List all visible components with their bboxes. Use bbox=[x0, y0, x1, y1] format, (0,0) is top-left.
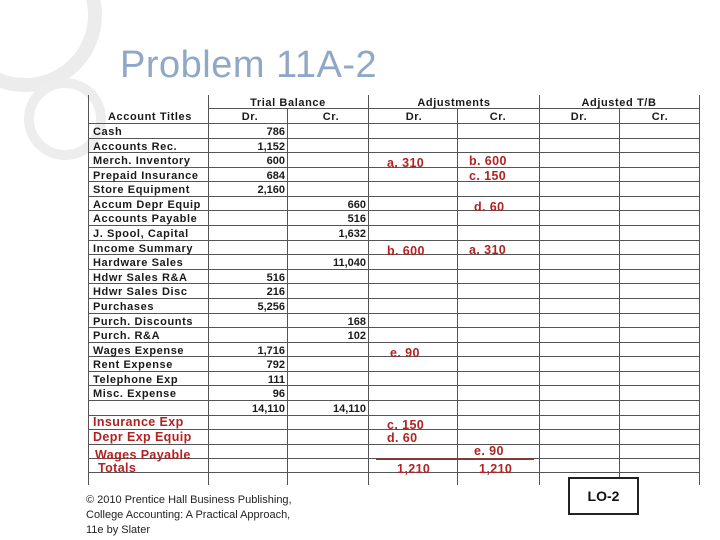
tb-dr-value: 1,716 bbox=[257, 345, 285, 357]
account-title: Purch. Discounts bbox=[93, 316, 194, 328]
page-title: Problem 11A-2 bbox=[120, 44, 378, 86]
adj-dr-entry: b. 600 bbox=[387, 244, 425, 258]
adj-dr-entry: c. 150 bbox=[387, 418, 425, 432]
account-title: Totals bbox=[98, 461, 137, 475]
account-title: Merch. Inventory bbox=[93, 155, 191, 167]
tb-dr-value: 786 bbox=[266, 126, 285, 138]
tb-cr-value: 516 bbox=[347, 213, 366, 225]
adj-cr-entry: c. 150 bbox=[469, 169, 507, 183]
tb-dr-value: 2,160 bbox=[257, 184, 285, 196]
adj-cr-entry: d. 60 bbox=[474, 200, 505, 214]
account-title: Accounts Payable bbox=[93, 213, 198, 225]
adj-dr-entry: d. 60 bbox=[387, 431, 418, 445]
account-title: Telephone Exp bbox=[93, 374, 179, 386]
tb-cr-value: 1,632 bbox=[338, 228, 366, 240]
account-title: Accum Depr Equip bbox=[93, 199, 202, 211]
account-title: Insurance Exp bbox=[93, 415, 184, 429]
tb-cr-value: 660 bbox=[347, 199, 366, 211]
account-title: Store Equipment bbox=[93, 184, 191, 196]
tb-dr-total: 14,110 bbox=[251, 403, 285, 415]
adj-cr-total: 1,210 bbox=[479, 462, 513, 476]
worksheet-table bbox=[88, 95, 700, 490]
copyright-notice: © 2010 Prentice Hall Business Publishing, College Accounting: A Practical Approach, 11e by Slater bbox=[86, 494, 292, 536]
account-title: Purchases bbox=[93, 301, 155, 313]
header-adjustments: Adjustments bbox=[417, 97, 491, 109]
account-title: Misc. Expense bbox=[93, 388, 177, 400]
account-title: Wages Expense bbox=[93, 345, 185, 357]
tb-dr-value: 96 bbox=[272, 388, 285, 400]
account-title: Income Summary bbox=[93, 243, 194, 255]
adj-dr-entry: e. 90 bbox=[390, 346, 420, 360]
header-adj-dr: Dr. bbox=[405, 111, 423, 123]
tb-dr-value: 1,152 bbox=[257, 141, 285, 153]
account-title: Prepaid Insurance bbox=[93, 170, 199, 182]
header-adjusted-tb: Adjusted T/B bbox=[581, 97, 657, 109]
account-title: Rent Expense bbox=[93, 359, 173, 371]
account-title: Purch. R&A bbox=[93, 330, 161, 342]
account-title: Hdwr Sales R&A bbox=[93, 272, 188, 284]
decorative-ring-top bbox=[0, 0, 102, 92]
account-title: Hardware Sales bbox=[93, 257, 184, 269]
tb-dr-value: 111 bbox=[267, 374, 285, 386]
account-title: Accounts Rec. bbox=[93, 141, 178, 153]
header-atb-dr: Dr. bbox=[570, 111, 588, 123]
adj-dr-entry: a. 310 bbox=[387, 156, 425, 170]
header-tb-dr: Dr. bbox=[241, 111, 259, 123]
tb-dr-value: 684 bbox=[266, 170, 285, 182]
tb-cr-total: 14,110 bbox=[332, 403, 366, 415]
header-tb-cr: Cr. bbox=[322, 111, 340, 123]
tb-dr-value: 792 bbox=[266, 359, 285, 371]
tb-dr-value: 516 bbox=[266, 272, 285, 284]
tb-dr-value: 5,256 bbox=[257, 301, 285, 313]
learning-objective-badge: LO-2 bbox=[568, 477, 639, 515]
header-account-titles: Account Titles bbox=[108, 111, 192, 123]
adj-dr-total: 1,210 bbox=[397, 462, 431, 476]
adj-cr-entry: a. 310 bbox=[469, 243, 507, 257]
header-atb-cr: Cr. bbox=[651, 111, 669, 123]
tb-dr-value: 600 bbox=[266, 155, 285, 167]
header-trial-balance: Trial Balance bbox=[250, 97, 326, 109]
tb-cr-value: 102 bbox=[347, 330, 366, 342]
adj-cr-entry: b. 600 bbox=[469, 154, 507, 168]
account-title: Hdwr Sales Disc bbox=[93, 286, 188, 298]
adj-cr-entry: e. 90 bbox=[474, 444, 504, 458]
account-title: Wages Payable bbox=[95, 448, 191, 462]
tb-dr-value: 216 bbox=[266, 286, 285, 298]
tb-cr-value: 11,040 bbox=[332, 257, 366, 269]
account-title: J. Spool, Capital bbox=[93, 228, 189, 240]
account-title: Cash bbox=[93, 126, 123, 138]
account-title: Depr Exp Equip bbox=[93, 430, 192, 444]
tb-cr-value: 168 bbox=[347, 316, 366, 328]
header-adj-cr: Cr. bbox=[489, 111, 507, 123]
